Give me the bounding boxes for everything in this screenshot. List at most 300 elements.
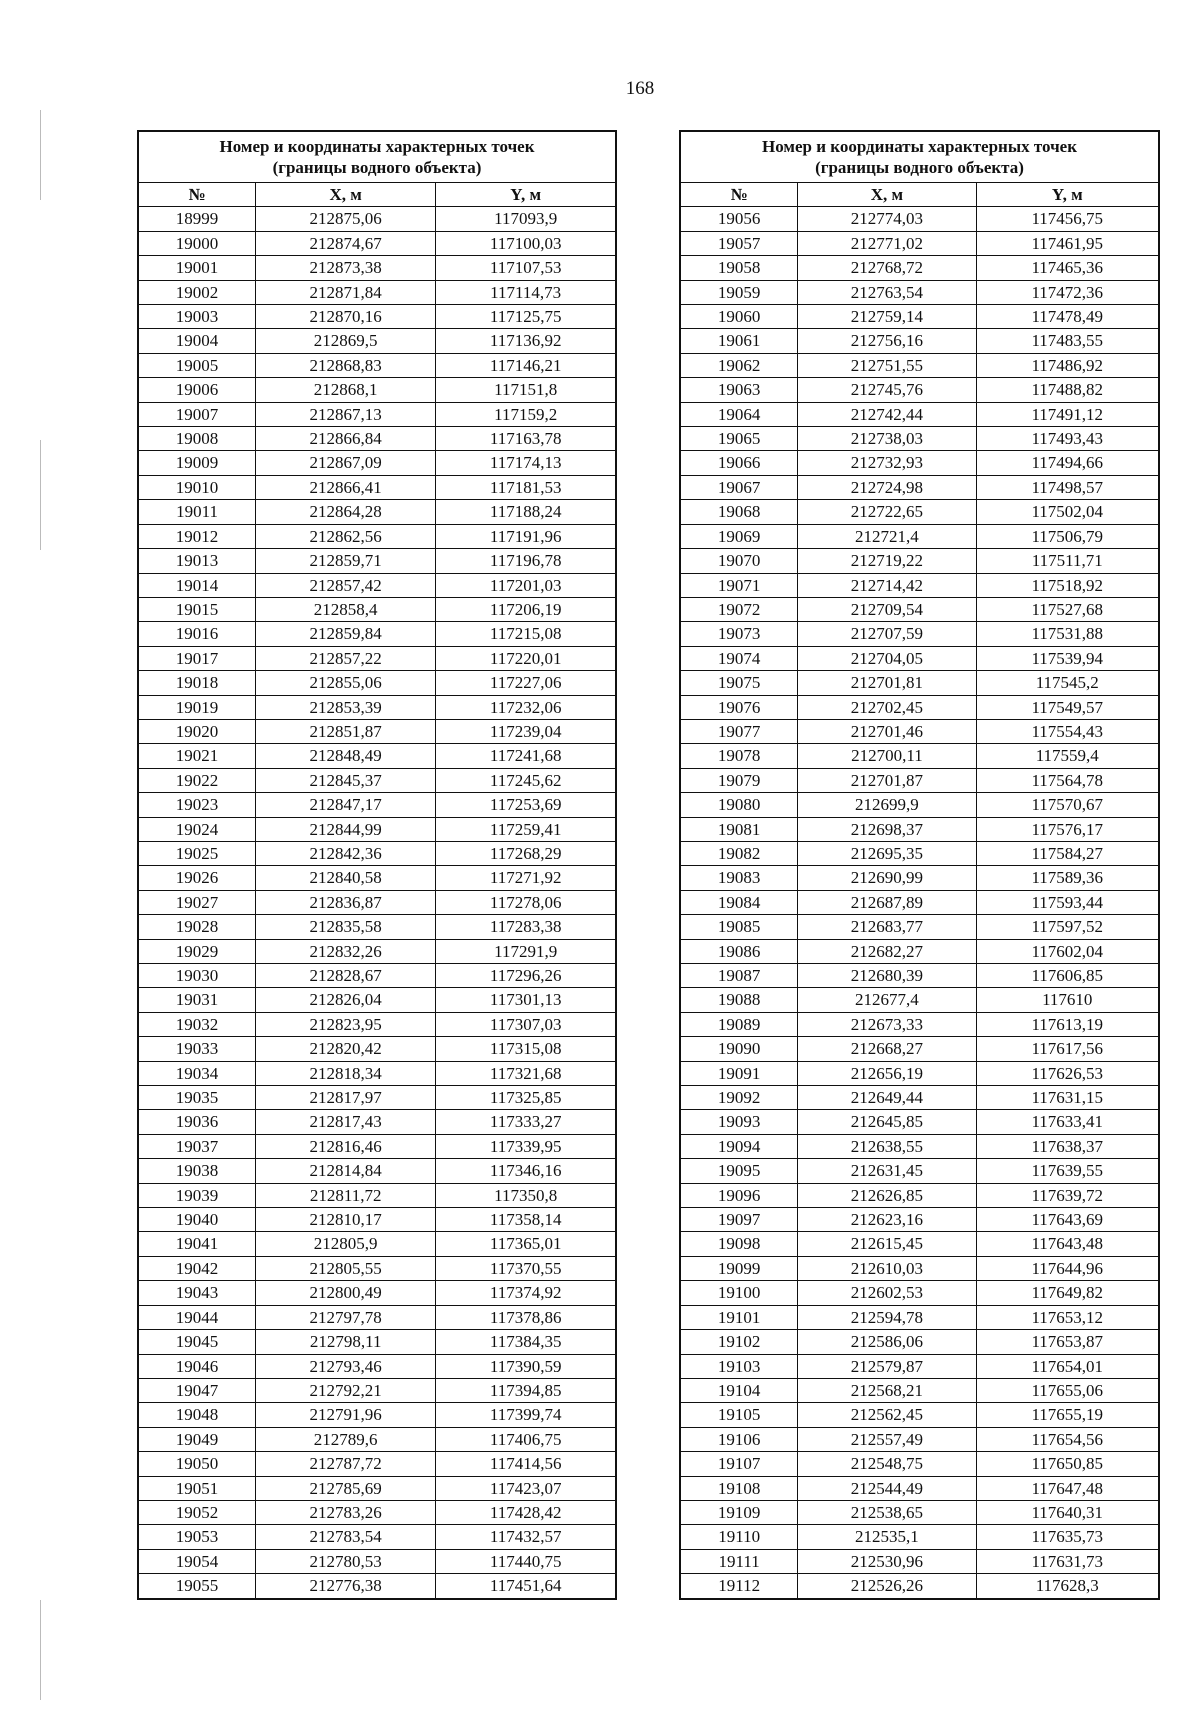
cell-point-number: 19032 <box>138 1012 256 1036</box>
cell-x-coordinate: 212853,39 <box>256 695 436 719</box>
cell-y-coordinate: 117654,56 <box>976 1427 1159 1451</box>
cell-x-coordinate: 212868,83 <box>256 353 436 377</box>
table-row <box>680 1330 1159 1354</box>
cell-point-number: 19075 <box>680 671 798 695</box>
cell-y-coordinate: 117576,17 <box>976 817 1159 841</box>
cell-x-coordinate: 212683,77 <box>798 915 976 939</box>
table-row <box>680 841 1159 865</box>
table-row <box>680 1183 1159 1207</box>
cell-x-coordinate: 212874,67 <box>256 231 436 255</box>
cell-y-coordinate: 117640,31 <box>976 1500 1159 1524</box>
cell-x-coordinate: 212817,97 <box>256 1086 436 1110</box>
table-row <box>138 353 616 377</box>
cell-y-coordinate: 117325,85 <box>436 1086 616 1110</box>
table-row <box>680 256 1159 280</box>
cell-x-coordinate: 212875,06 <box>256 207 436 231</box>
cell-x-coordinate: 212859,84 <box>256 622 436 646</box>
table-row <box>138 573 616 597</box>
table-row <box>138 695 616 719</box>
cell-point-number: 19059 <box>680 280 798 304</box>
cell-x-coordinate: 212847,17 <box>256 793 436 817</box>
cell-point-number: 19056 <box>680 207 798 231</box>
table-row <box>138 451 616 475</box>
cell-point-number: 19102 <box>680 1330 798 1354</box>
table-row <box>138 427 616 451</box>
cell-x-coordinate: 212867,13 <box>256 402 436 426</box>
cell-point-number: 19047 <box>138 1378 256 1402</box>
cell-x-coordinate: 212673,33 <box>798 1012 976 1036</box>
cell-point-number: 19061 <box>680 329 798 353</box>
cell-point-number: 19109 <box>680 1500 798 1524</box>
table-row <box>138 1183 616 1207</box>
table-caption <box>138 131 616 183</box>
table-row <box>138 402 616 426</box>
cell-x-coordinate: 212816,46 <box>256 1134 436 1158</box>
cell-point-number: 19014 <box>138 573 256 597</box>
cell-x-coordinate: 212783,54 <box>256 1525 436 1549</box>
cell-y-coordinate: 117239,04 <box>436 719 616 743</box>
table-row <box>138 1549 616 1573</box>
table-row <box>680 1427 1159 1451</box>
cell-y-coordinate: 117613,19 <box>976 1012 1159 1036</box>
table-row <box>138 1452 616 1476</box>
cell-point-number: 19106 <box>680 1427 798 1451</box>
table-row <box>680 597 1159 621</box>
cell-point-number: 19027 <box>138 890 256 914</box>
cell-point-number: 19008 <box>138 427 256 451</box>
column-header-x: X, м <box>798 183 976 207</box>
cell-x-coordinate: 212656,19 <box>798 1061 976 1085</box>
cell-y-coordinate: 117114,73 <box>436 280 616 304</box>
cell-y-coordinate: 117644,96 <box>976 1256 1159 1280</box>
cell-x-coordinate: 212868,1 <box>256 378 436 402</box>
table-row <box>138 1061 616 1085</box>
table-row <box>138 768 616 792</box>
cell-point-number: 19089 <box>680 1012 798 1036</box>
cell-x-coordinate: 212836,87 <box>256 890 436 914</box>
cell-x-coordinate: 212631,45 <box>798 1159 976 1183</box>
cell-x-coordinate: 212848,49 <box>256 744 436 768</box>
cell-x-coordinate: 212842,36 <box>256 841 436 865</box>
cell-point-number: 19054 <box>138 1549 256 1573</box>
cell-y-coordinate: 117647,48 <box>976 1476 1159 1500</box>
cell-point-number: 19051 <box>138 1476 256 1500</box>
cell-y-coordinate: 117606,85 <box>976 964 1159 988</box>
cell-x-coordinate: 212615,45 <box>798 1232 976 1256</box>
cell-x-coordinate: 212870,16 <box>256 305 436 329</box>
cell-point-number: 19067 <box>680 475 798 499</box>
cell-x-coordinate: 212864,28 <box>256 500 436 524</box>
cell-x-coordinate: 212857,22 <box>256 646 436 670</box>
cell-point-number: 19098 <box>680 1232 798 1256</box>
table-row <box>680 524 1159 548</box>
cell-point-number: 19050 <box>138 1452 256 1476</box>
cell-y-coordinate: 117390,59 <box>436 1354 616 1378</box>
cell-point-number: 19026 <box>138 866 256 890</box>
caption-line-2: (границы водного объекта) <box>815 158 1024 177</box>
table-row <box>138 256 616 280</box>
cell-y-coordinate: 117626,53 <box>976 1061 1159 1085</box>
cell-x-coordinate: 212858,4 <box>256 597 436 621</box>
cell-x-coordinate: 212823,95 <box>256 1012 436 1036</box>
cell-y-coordinate: 117451,64 <box>436 1574 616 1599</box>
cell-y-coordinate: 117399,74 <box>436 1403 616 1427</box>
cell-x-coordinate: 212610,03 <box>798 1256 976 1280</box>
cell-point-number: 19021 <box>138 744 256 768</box>
cell-y-coordinate: 117107,53 <box>436 256 616 280</box>
cell-x-coordinate: 212649,44 <box>798 1086 976 1110</box>
cell-x-coordinate: 212724,98 <box>798 475 976 499</box>
cell-point-number: 19005 <box>138 353 256 377</box>
cell-x-coordinate: 212700,11 <box>798 744 976 768</box>
cell-point-number: 19091 <box>680 1061 798 1085</box>
table-row <box>138 866 616 890</box>
cell-x-coordinate: 212677,4 <box>798 988 976 1012</box>
table-row <box>680 1403 1159 1427</box>
cell-y-coordinate: 117653,87 <box>976 1330 1159 1354</box>
cell-x-coordinate: 212738,03 <box>798 427 976 451</box>
cell-y-coordinate: 117159,2 <box>436 402 616 426</box>
cell-y-coordinate: 117506,79 <box>976 524 1159 548</box>
cell-y-coordinate: 117220,01 <box>436 646 616 670</box>
cell-point-number: 19111 <box>680 1549 798 1573</box>
cell-x-coordinate: 212844,99 <box>256 817 436 841</box>
cell-y-coordinate: 117518,92 <box>976 573 1159 597</box>
cell-point-number: 19063 <box>680 378 798 402</box>
cell-y-coordinate: 117346,16 <box>436 1159 616 1183</box>
table-row <box>680 549 1159 573</box>
cell-y-coordinate: 117554,43 <box>976 719 1159 743</box>
cell-y-coordinate: 117498,57 <box>976 475 1159 499</box>
table-row <box>680 1256 1159 1280</box>
cell-x-coordinate: 212682,27 <box>798 939 976 963</box>
table-row <box>680 451 1159 475</box>
cell-y-coordinate: 117227,06 <box>436 671 616 695</box>
table-row <box>680 1378 1159 1402</box>
cell-y-coordinate: 117527,68 <box>976 597 1159 621</box>
cell-x-coordinate: 212680,39 <box>798 964 976 988</box>
cell-point-number: 19107 <box>680 1452 798 1476</box>
cell-point-number: 19044 <box>138 1305 256 1329</box>
cell-x-coordinate: 212645,85 <box>798 1110 976 1134</box>
cell-y-coordinate: 117188,24 <box>436 500 616 524</box>
cell-x-coordinate: 212783,26 <box>256 1500 436 1524</box>
cell-y-coordinate: 117649,82 <box>976 1281 1159 1305</box>
cell-y-coordinate: 117259,41 <box>436 817 616 841</box>
table-row <box>138 1330 616 1354</box>
cell-x-coordinate: 212687,89 <box>798 890 976 914</box>
table-row <box>680 695 1159 719</box>
table-row <box>138 793 616 817</box>
table-row <box>680 207 1159 231</box>
cell-y-coordinate: 117315,08 <box>436 1037 616 1061</box>
cell-point-number: 19036 <box>138 1110 256 1134</box>
cell-x-coordinate: 212568,21 <box>798 1378 976 1402</box>
table-row <box>138 1281 616 1305</box>
caption-line-1: Номер и координаты характерных точек <box>219 137 535 156</box>
table-row <box>138 1574 616 1599</box>
cell-y-coordinate: 117593,44 <box>976 890 1159 914</box>
table-row <box>138 1134 616 1158</box>
cell-point-number: 19090 <box>680 1037 798 1061</box>
cell-point-number: 19024 <box>138 817 256 841</box>
table-row <box>138 231 616 255</box>
table-row <box>680 1159 1159 1183</box>
cell-y-coordinate: 117502,04 <box>976 500 1159 524</box>
cell-y-coordinate: 117241,68 <box>436 744 616 768</box>
cell-point-number: 19062 <box>680 353 798 377</box>
cell-x-coordinate: 212742,44 <box>798 402 976 426</box>
table-row <box>680 1086 1159 1110</box>
cell-point-number: 19037 <box>138 1134 256 1158</box>
column-header-x: X, м <box>256 183 436 207</box>
cell-point-number: 19068 <box>680 500 798 524</box>
cell-point-number: 19093 <box>680 1110 798 1134</box>
table-row <box>680 427 1159 451</box>
table-row <box>680 1134 1159 1158</box>
cell-point-number: 19069 <box>680 524 798 548</box>
table-row <box>680 378 1159 402</box>
cell-x-coordinate: 212851,87 <box>256 719 436 743</box>
cell-point-number: 19060 <box>680 305 798 329</box>
cell-point-number: 19007 <box>138 402 256 426</box>
cell-point-number: 19100 <box>680 1281 798 1305</box>
cell-x-coordinate: 212702,45 <box>798 695 976 719</box>
cell-y-coordinate: 117232,06 <box>436 695 616 719</box>
table-row <box>138 1232 616 1256</box>
cell-point-number: 19083 <box>680 866 798 890</box>
table-row <box>680 866 1159 890</box>
cell-point-number: 19034 <box>138 1061 256 1085</box>
table-row <box>138 207 616 231</box>
cell-point-number: 19087 <box>680 964 798 988</box>
cell-y-coordinate: 117602,04 <box>976 939 1159 963</box>
cell-y-coordinate: 117472,36 <box>976 280 1159 304</box>
cell-y-coordinate: 117365,01 <box>436 1232 616 1256</box>
cell-point-number: 19009 <box>138 451 256 475</box>
cell-y-coordinate: 117631,15 <box>976 1086 1159 1110</box>
cell-x-coordinate: 212668,27 <box>798 1037 976 1061</box>
table-row <box>680 231 1159 255</box>
cell-x-coordinate: 212845,37 <box>256 768 436 792</box>
cell-point-number: 19039 <box>138 1183 256 1207</box>
cell-x-coordinate: 212771,02 <box>798 231 976 255</box>
cell-x-coordinate: 212867,09 <box>256 451 436 475</box>
column-header-number: № <box>138 183 256 207</box>
cell-point-number: 19058 <box>680 256 798 280</box>
cell-point-number: 19071 <box>680 573 798 597</box>
cell-point-number: 19038 <box>138 1159 256 1183</box>
cell-x-coordinate: 212732,93 <box>798 451 976 475</box>
table-row <box>680 500 1159 524</box>
cell-x-coordinate: 212690,99 <box>798 866 976 890</box>
cell-point-number: 19099 <box>680 1256 798 1280</box>
cell-point-number: 19053 <box>138 1525 256 1549</box>
cell-y-coordinate: 117486,92 <box>976 353 1159 377</box>
page-number: 168 <box>625 78 655 99</box>
cell-x-coordinate: 212538,65 <box>798 1500 976 1524</box>
table-row <box>680 1232 1159 1256</box>
table-row <box>680 353 1159 377</box>
cell-x-coordinate: 212763,54 <box>798 280 976 304</box>
table-row <box>138 1012 616 1036</box>
table-row <box>680 964 1159 988</box>
cell-y-coordinate: 117268,29 <box>436 841 616 865</box>
cell-x-coordinate: 212701,46 <box>798 719 976 743</box>
cell-point-number: 19055 <box>138 1574 256 1599</box>
cell-x-coordinate: 212826,04 <box>256 988 436 1012</box>
cell-point-number: 19076 <box>680 695 798 719</box>
cell-x-coordinate: 212855,06 <box>256 671 436 695</box>
cell-y-coordinate: 117597,52 <box>976 915 1159 939</box>
cell-x-coordinate: 212557,49 <box>798 1427 976 1451</box>
table-row <box>680 988 1159 1012</box>
cell-point-number: 19079 <box>680 768 798 792</box>
cell-y-coordinate: 117639,72 <box>976 1183 1159 1207</box>
cell-y-coordinate: 117643,69 <box>976 1208 1159 1232</box>
cell-y-coordinate: 117428,42 <box>436 1500 616 1524</box>
table-row <box>680 1476 1159 1500</box>
cell-y-coordinate: 117483,55 <box>976 329 1159 353</box>
cell-y-coordinate: 117093,9 <box>436 207 616 231</box>
cell-point-number: 19072 <box>680 597 798 621</box>
caption-line-2: (границы водного объекта) <box>272 158 482 177</box>
cell-x-coordinate: 212810,17 <box>256 1208 436 1232</box>
cell-y-coordinate: 117321,68 <box>436 1061 616 1085</box>
cell-point-number: 19064 <box>680 402 798 426</box>
table-row <box>138 890 616 914</box>
cell-y-coordinate: 117283,38 <box>436 915 616 939</box>
cell-y-coordinate: 117378,86 <box>436 1305 616 1329</box>
cell-x-coordinate: 212800,49 <box>256 1281 436 1305</box>
cell-y-coordinate: 117628,3 <box>976 1574 1159 1599</box>
cell-point-number: 19095 <box>680 1159 798 1183</box>
cell-y-coordinate: 117494,66 <box>976 451 1159 475</box>
cell-x-coordinate: 212638,55 <box>798 1134 976 1158</box>
cell-y-coordinate: 117440,75 <box>436 1549 616 1573</box>
cell-y-coordinate: 117215,08 <box>436 622 616 646</box>
cell-y-coordinate: 117136,92 <box>436 329 616 353</box>
cell-point-number: 19110 <box>680 1525 798 1549</box>
table-row <box>138 964 616 988</box>
cell-point-number: 19028 <box>138 915 256 939</box>
cell-point-number: 19104 <box>680 1378 798 1402</box>
cell-x-coordinate: 212793,46 <box>256 1354 436 1378</box>
table-row <box>680 1037 1159 1061</box>
cell-x-coordinate: 212756,16 <box>798 329 976 353</box>
caption-line-1: Номер и координаты характерных точек <box>761 137 1077 156</box>
cell-y-coordinate: 117301,13 <box>436 988 616 1012</box>
cell-point-number: 19030 <box>138 964 256 988</box>
cell-point-number: 19092 <box>680 1086 798 1110</box>
cell-point-number: 19065 <box>680 427 798 451</box>
cell-point-number: 19057 <box>680 231 798 255</box>
table-row <box>138 549 616 573</box>
cell-x-coordinate: 212579,87 <box>798 1354 976 1378</box>
cell-x-coordinate: 212787,72 <box>256 1452 436 1476</box>
cell-x-coordinate: 212862,56 <box>256 524 436 548</box>
cell-point-number: 19025 <box>138 841 256 865</box>
cell-y-coordinate: 117384,35 <box>436 1330 616 1354</box>
table-row <box>680 817 1159 841</box>
cell-x-coordinate: 212562,45 <box>798 1403 976 1427</box>
cell-y-coordinate: 117610 <box>976 988 1159 1012</box>
cell-y-coordinate: 117461,95 <box>976 231 1159 255</box>
cell-point-number: 19073 <box>680 622 798 646</box>
scan-margin-line <box>40 1600 41 1700</box>
cell-y-coordinate: 117635,73 <box>976 1525 1159 1549</box>
cell-y-coordinate: 117253,69 <box>436 793 616 817</box>
cell-point-number: 19097 <box>680 1208 798 1232</box>
table-row <box>680 793 1159 817</box>
cell-x-coordinate: 212719,22 <box>798 549 976 573</box>
cell-point-number: 19074 <box>680 646 798 670</box>
cell-point-number: 19094 <box>680 1134 798 1158</box>
table-row <box>138 305 616 329</box>
cell-y-coordinate: 117100,03 <box>436 231 616 255</box>
table-row <box>138 1110 616 1134</box>
cell-point-number: 19048 <box>138 1403 256 1427</box>
table-row <box>138 280 616 304</box>
cell-x-coordinate: 212548,75 <box>798 1452 976 1476</box>
cell-y-coordinate: 117589,36 <box>976 866 1159 890</box>
coordinates-table-right <box>679 130 1160 1600</box>
table-row <box>138 1500 616 1524</box>
table-row <box>680 671 1159 695</box>
table-row <box>680 1525 1159 1549</box>
cell-point-number: 19105 <box>680 1403 798 1427</box>
table-row <box>680 305 1159 329</box>
cell-point-number: 19016 <box>138 622 256 646</box>
cell-point-number: 19022 <box>138 768 256 792</box>
cell-x-coordinate: 212776,38 <box>256 1574 436 1599</box>
table-row <box>680 329 1159 353</box>
cell-point-number: 19112 <box>680 1574 798 1599</box>
cell-point-number: 19046 <box>138 1354 256 1378</box>
cell-x-coordinate: 212820,42 <box>256 1037 436 1061</box>
cell-point-number: 19004 <box>138 329 256 353</box>
cell-y-coordinate: 117653,12 <box>976 1305 1159 1329</box>
cell-point-number: 19103 <box>680 1354 798 1378</box>
cell-y-coordinate: 117456,75 <box>976 207 1159 231</box>
cell-point-number: 19042 <box>138 1256 256 1280</box>
cell-point-number: 19018 <box>138 671 256 695</box>
cell-y-coordinate: 117271,92 <box>436 866 616 890</box>
cell-y-coordinate: 117206,19 <box>436 597 616 621</box>
table-row <box>138 1476 616 1500</box>
cell-y-coordinate: 117531,88 <box>976 622 1159 646</box>
table-row <box>680 1354 1159 1378</box>
table-row <box>680 1061 1159 1085</box>
table-row <box>138 622 616 646</box>
cell-x-coordinate: 212768,72 <box>798 256 976 280</box>
table-row <box>138 841 616 865</box>
cell-point-number: 19066 <box>680 451 798 475</box>
table-row <box>138 719 616 743</box>
table-row <box>138 597 616 621</box>
cell-y-coordinate: 117633,41 <box>976 1110 1159 1134</box>
cell-x-coordinate: 212869,5 <box>256 329 436 353</box>
table-body <box>680 207 1159 1599</box>
cell-y-coordinate: 117491,12 <box>976 402 1159 426</box>
table-row <box>138 475 616 499</box>
cell-point-number: 19108 <box>680 1476 798 1500</box>
cell-point-number: 19043 <box>138 1281 256 1305</box>
cell-point-number: 19088 <box>680 988 798 1012</box>
table-caption <box>680 131 1159 183</box>
cell-x-coordinate: 212866,84 <box>256 427 436 451</box>
table-row <box>680 744 1159 768</box>
